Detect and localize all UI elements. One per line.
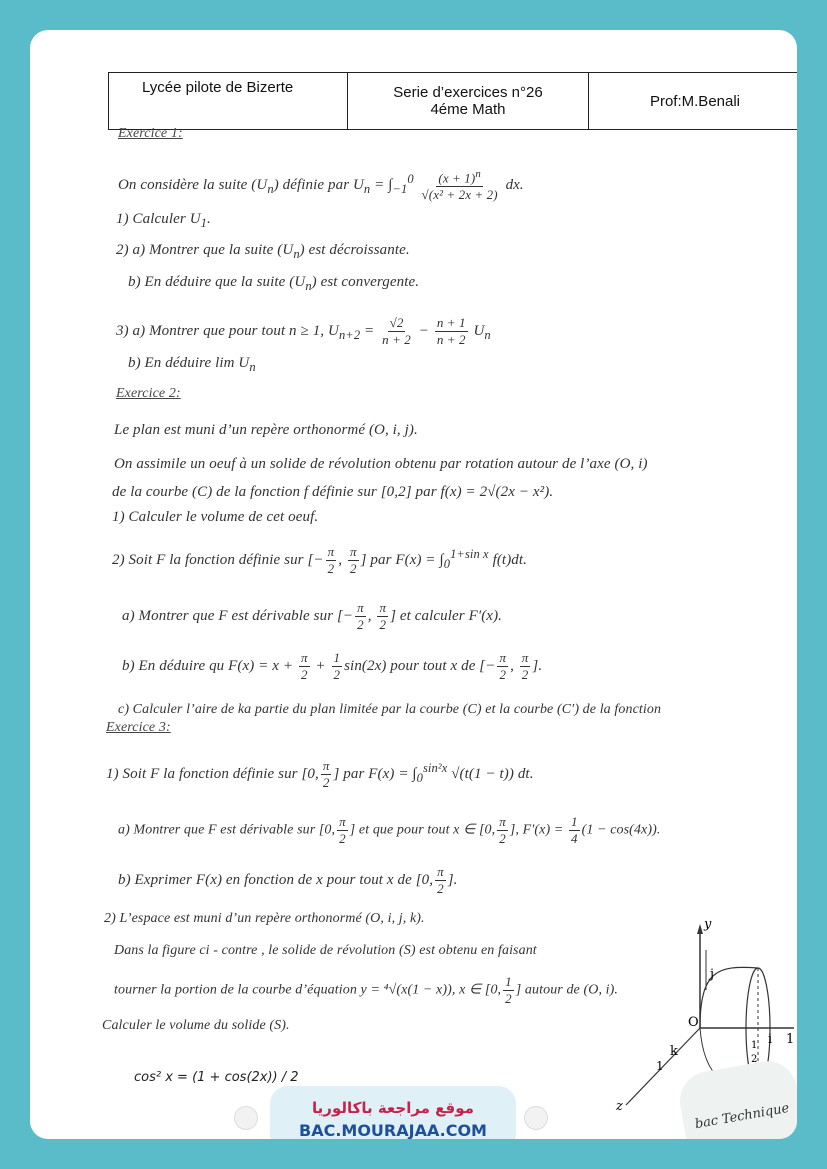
- site-logo-left: [234, 1106, 258, 1130]
- exercise-2-q2a: a) Montrer que F est dérivable sur [− $\frac{\pi}{2}$ , $\frac{\pi}{2}$ ] et calculer F′(x).: [122, 600, 503, 632]
- worksheet-page: [30, 30, 797, 1139]
- exercise-3-q2-text-3: Calculer le volume du solide (S).: [102, 1018, 290, 1033]
- integrand-fraction: $\frac{(x + 1)^n}{\text{√(x² + 2x + 2)}}$: [421, 168, 498, 203]
- exercise-3-q1a: a) Montrer que F est dérivable sur [0, $\frac{\pi}{2}$ ] et que pour tout x ∈ [0, $\frac{\pi}{2}$ ], F′(x) = $\frac{1}{4}$ (1 − cos(4x)).: [118, 814, 661, 846]
- exercise-2-title: Exercice 2:: [116, 386, 181, 401]
- bac-technique-stamp: bac Technique: [675, 1057, 797, 1139]
- header-school-cell: [109, 73, 348, 129]
- footer-arabic-title: موقع مراجعة باكالوريا: [312, 1098, 474, 1117]
- exercise-1-q3b: b) En déduire $\lim U_n$: [128, 355, 256, 374]
- figure-label-j: j: [710, 967, 715, 982]
- header-table: [108, 72, 797, 130]
- exercise-3-q2-text-2: tourner la portion de la courbe d’équation y = ⁴√(x(1 − x)), x ∈ [0, $\frac{1}{2}$ ] autour de (O, i).: [114, 974, 618, 1006]
- header-prof-cell: [589, 73, 797, 129]
- series-title: Serie d’exercices n°26: [393, 84, 543, 101]
- figure-label-1: 1: [786, 1032, 795, 1047]
- exercise-3-q2-text-1: Dans la figure ci - contre , le solide de révolution (S) est obtenu en faisant: [114, 943, 537, 958]
- exercise-3-q2: 2) L’espace est muni d’un repère orthonormé (O, i, j, k).: [104, 911, 425, 926]
- exercise-2-q2c: c) Calculer l’aire de ka partie du plan limitée par la courbe (C) et la courbe (C′) de la fonction: [118, 702, 662, 717]
- exercise-1-q3a: 3) a) Montrer que pour tout n ≥ 1, $U_{n+2}$ = $\frac{√2}{n + 2}$ − $\frac{n + 1}{n + 2}$ $U_n$: [116, 315, 491, 347]
- site-logo-right: [524, 1106, 548, 1130]
- figure-label-o: O: [688, 1015, 699, 1030]
- series-level: 4éme Math: [430, 101, 506, 118]
- school-name: Lycée pilote de Bizerte: [142, 79, 294, 96]
- exercise-2-q2b: b) En déduire qu F(x) = x + $\frac{\pi}{2}$ + $\frac{1}{2}$ sin(2x) pour tout x de [− $\frac{\pi}{2}$ , $\frac{\pi}{2}$ ].: [122, 650, 543, 682]
- exercise-3-title: Exercice 3:: [106, 720, 171, 735]
- exercise-1-title: Exercice 1:: [118, 126, 183, 141]
- exercise-2-q2: 2) Soit F la fonction définie sur [− $\frac{\pi}{2}$ , $\frac{\pi}{2}$ ] par $F(x) = \int_0^{1+sin x}$ f(t)dt.: [112, 544, 528, 576]
- exercise-2-line-4: 1) Calculer le volume de cet oeuf.: [112, 509, 319, 525]
- exercise-3-q1: 1) Soit F la fonction définie sur [0, $\frac{\pi}{2}$ ] par $F(x) = \int_0^{sin^2x}$ √(t(1 − t)) dt.: [106, 758, 534, 790]
- exercise-1-q2a: 2) a) Montrer que la suite $(U_n)$ est décroissante.: [116, 242, 410, 261]
- footer-site-link[interactable]: BAC.MOURAJAA.COM: [299, 1120, 487, 1139]
- exercise-1-q2b: b) En déduire que la suite $(U_n)$ est convergente.: [128, 274, 420, 293]
- exercise-2-line-1: Le plan est muni d’un repère orthonormé (O, i, j).: [114, 422, 418, 438]
- figure-label-y: y: [704, 917, 712, 932]
- header-series-cell: [348, 73, 589, 129]
- figure-label-1b: 1: [656, 1059, 664, 1073]
- exercise-1-intro: On considère la suite $(U_n)$ définie par $U_n = \int_{-1}^0$ $\frac{(x + 1)^n}{\text{√(x² + 2x + 2)}}$ dx.: [118, 168, 524, 203]
- figure-label-i: i: [768, 1032, 773, 1047]
- figure-label-k: k: [670, 1044, 678, 1059]
- figure-label-z: z: [616, 1099, 623, 1114]
- exercise-2-line-3: de la courbe (C) de la fonction f définie sur [0,2] par f(x) = 2√(2x − x²).: [112, 484, 554, 500]
- prof-name: Prof:M.Benali: [649, 92, 741, 110]
- figure-label-half-num: 1: [751, 1040, 758, 1051]
- figure-label-half-den: 2: [751, 1054, 758, 1065]
- exercise-2-line-2: On assimile un oeuf à un solide de révolution obtenu par rotation autour de l’axe (O, i): [114, 456, 648, 472]
- exercise-3-q1b: b) Exprimer F(x) en fonction de x pour tout x de [0, $\frac{\pi}{2}$ ].: [118, 864, 458, 896]
- footer-badge[interactable]: [270, 1086, 516, 1139]
- exercise-1-q1: 1) Calculer $U_1$.: [116, 211, 211, 230]
- handwritten-formula: cos² x = (1 + cos(2x)) / 2: [134, 1070, 299, 1085]
